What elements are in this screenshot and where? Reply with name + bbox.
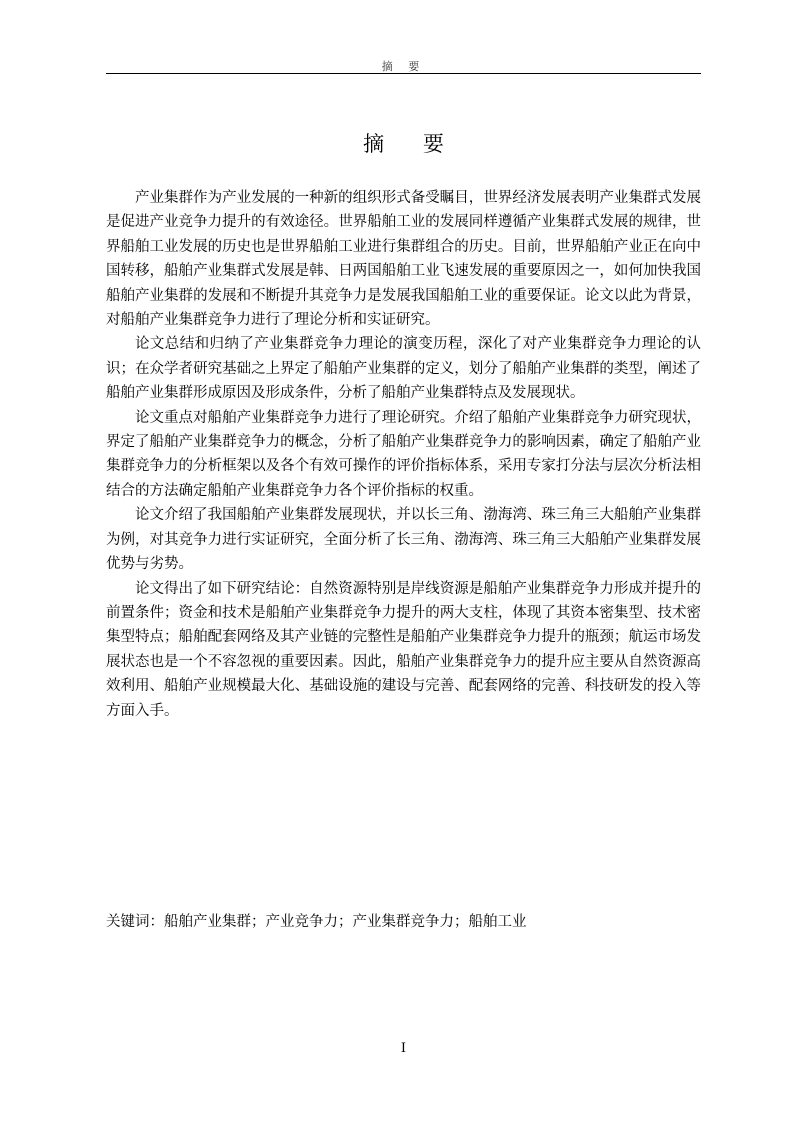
keywords-line: 关键词：船舶产业集群；产业竞争力；产业集群竞争力；船舶工业 bbox=[106, 914, 527, 930]
abstract-paragraph-4: 论文介绍了我国船舶产业集群发展现状，并以长三角、渤海湾、珠三角三大船舶产业集群为例，对其竞争力进行实证研究，全面分析了长三角、渤海湾、珠三角三大船舶产业集群发展优势与劣势。 bbox=[106, 507, 701, 573]
abstract-paragraph-2: 论文总结和归纳了产业集群竞争力理论的演变历程，深化了对产业集群竞争力理论的认识；在众学者研究基础之上界定了船舶产业集群的定义，划分了船舶产业集群的类型，阐述了船舶产业集群形成原因及形成条件，分析了船舶产业集群特点及发展现状。 bbox=[106, 336, 701, 402]
page-title: 摘 要 bbox=[363, 132, 460, 156]
abstract-paragraph-1: 产业集群作为产业发展的一种新的组织形式备受瞩目，世界经济发展表明产业集群式发展是促进产业竞争力提升的有效途径。世界船舶工业的发展同样遵循产业集群式发展的规律，世界船舶工业发展的历史也是世界船舶工业进行集群组合的历史。目前，世界船舶产业正在向中国转移，船舶产业集群式发展是韩、日两国船舶工业飞速发展的重要原因之一，如何加快我国船舶产业集群的发展和不断提升其竞争力是发展我国船舶工业的重要保证。论文以此为背景，对船舶产业集群竞争力进行了理论分析和实证研究。 bbox=[106, 190, 701, 329]
page-number: I bbox=[400, 1041, 407, 1056]
header-rule bbox=[106, 73, 701, 74]
abstract-body bbox=[106, 186, 701, 723]
abstract-paragraph-5: 论文得出了如下研究结论：自然资源特别是岸线资源是船舶产业集群竞争力形成并提升的前置条件；资金和技术是船舶产业集群竞争力提升的两大支柱，体现了其资本密集型、技术密集型特点；船舶配套网络及其产业链的完整性是船舶产业集群竞争力提升的瓶颈；航运市场发展状态也是一个不容忽视的重要因素。因此，船舶产业集群竞争力的提升应主要从自然资源高效利用、船舶产业规模最大化、基础设施的建设与完善、配套网络的完善、科技研发的投入等方面入手。 bbox=[106, 580, 701, 719]
abstract-paragraph-3: 论文重点对船舶产业集群竞争力进行了理论研究。介绍了船舶产业集群竞争力研究现状，界定了船舶产业集群竞争力的概念，分析了船舶产业集群竞争力的影响因素，确定了船舶产业集群竞争力的分析框架以及各个有效可操作的评价指标体系，采用专家打分法与层次分析法相结合的方法确定船舶产业集群竞争力各个评价指标的权重。 bbox=[106, 409, 701, 499]
running-header: 摘 要 bbox=[381, 60, 426, 73]
